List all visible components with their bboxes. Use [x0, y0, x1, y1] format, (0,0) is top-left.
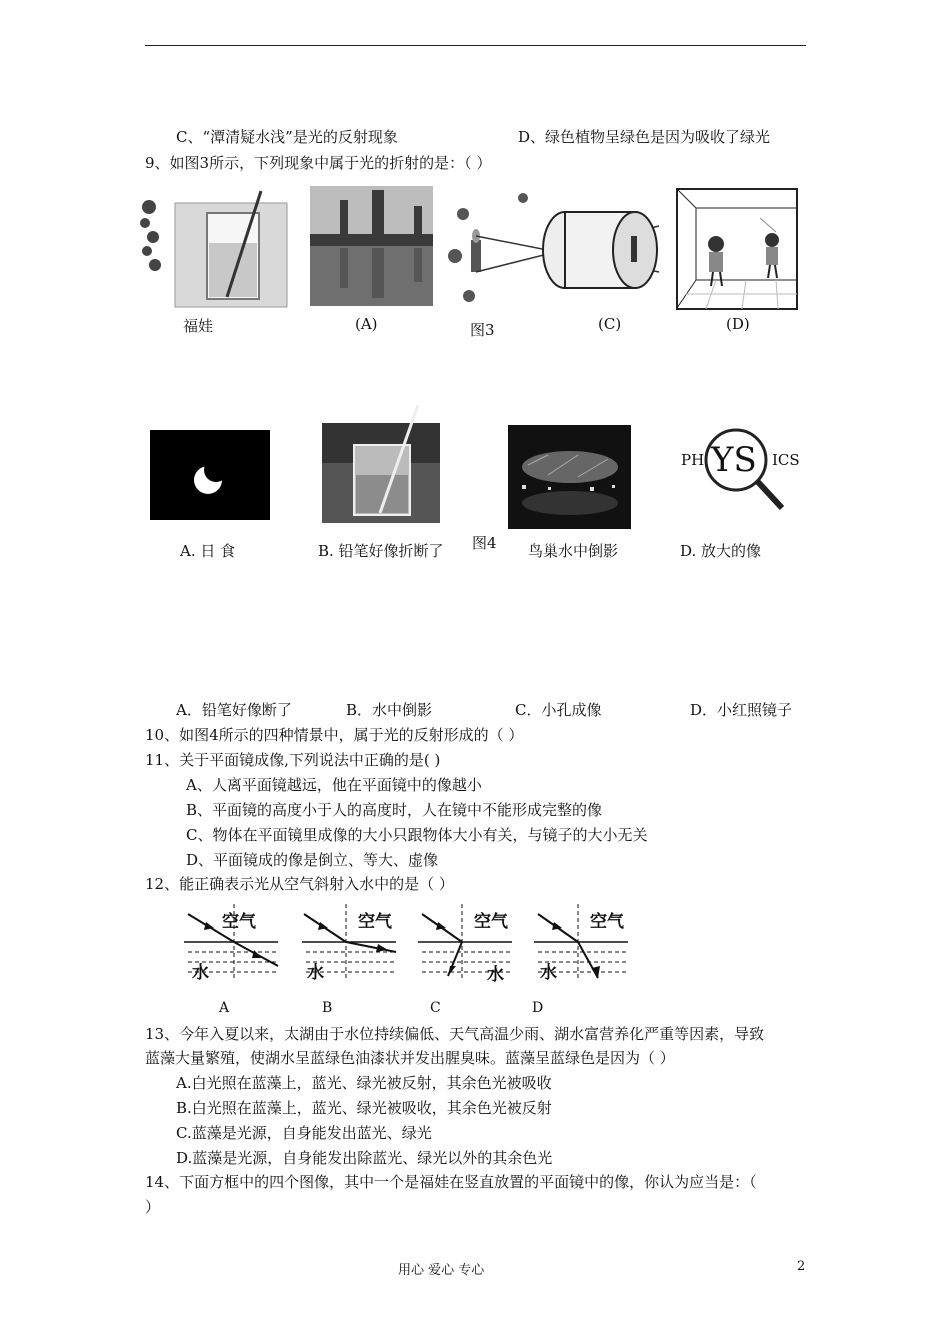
q12-d-water: 水	[540, 963, 557, 983]
q10-stem: 10、如图4所示的四种情景中，属于光的反射形成的（ ）	[145, 726, 524, 744]
q12-b-air: 空气	[358, 912, 392, 932]
fig3-fuwa-panel	[135, 185, 295, 335]
magnifier-text-right: ICS	[772, 451, 800, 469]
q13-stem-2: 蓝藻大量繁殖，使湖水呈蓝绿色油漆状并发出腥臭味。蓝藻呈蓝绿色是因为（ ）	[145, 1049, 675, 1067]
q12-c-water: 水	[487, 965, 504, 985]
q13-option-a: A.白光照在蓝藻上，蓝光、绿光被反射，其余色光被吸收	[176, 1074, 552, 1092]
q12-a-air: 空气	[222, 912, 256, 932]
q9-option-c: C．小孔成像	[515, 701, 602, 719]
fig4-caption: 图4	[472, 534, 497, 552]
q14-stem-2: ）	[145, 1198, 161, 1216]
q12-stem: 12、能正确表示光从空气斜射入水中的是（ ）	[145, 875, 454, 893]
q12-b-water: 水	[307, 963, 324, 983]
fig4-panel-eclipse	[150, 430, 270, 520]
fig3-label-d: (D)	[726, 315, 750, 333]
fig3-label-c: (C)	[598, 315, 622, 333]
q13-stem-1: 13、今年入夏以来，太湖由于水位持续偏低、天气高温少雨、湖水富营养化严重等因素，导致	[145, 1025, 765, 1043]
q12-d-air: 空气	[590, 912, 624, 932]
q12-a-water: 水	[192, 963, 209, 983]
birdsnest-icon	[522, 451, 618, 483]
q9-stem: 9、如图3所示，下列现象中属于光的折射的是：（ ）	[145, 154, 492, 172]
fig3-caption: 图3	[470, 321, 495, 339]
fig4-label-c: 鸟巢水中倒影	[528, 542, 619, 560]
q11-stem: 11、关于平面镜成像,下列说法中正确的是( )	[145, 751, 441, 769]
q8-option-c: C、“潭清疑水浅”是光的反射现象	[176, 128, 398, 146]
q13-option-b: B.白光照在蓝藻上，蓝光、绿光被吸收，其余色光被反射	[176, 1099, 552, 1117]
q9-option-a: A．铅笔好像断了	[176, 701, 292, 719]
header-rule	[145, 45, 806, 46]
footer-motto: 用心 爱心 专心	[398, 1263, 485, 1278]
q14-stem-1: 14、下面方框中的四个图像，其中一个是福娃在竖直放置的平面镜中的像，你认为应当是：（	[145, 1173, 757, 1191]
fig3-fuwa-label: 福娃	[183, 317, 214, 335]
q11-option-a: A、人离平面镜越远，他在平面镜中的像越小	[186, 776, 482, 794]
magnifier-text-mid: YS	[711, 440, 757, 480]
q11-option-d: D、平面镜成的像是倒立、等大、虚像	[186, 851, 439, 869]
q8-option-d: D、绿色植物呈绿色是因为吸收了绿光	[518, 128, 771, 146]
fig4-label-b: B. 铅笔好像折断了	[318, 542, 444, 560]
q12-label-c: C	[430, 1000, 441, 1016]
q9-option-d: D．小红照镜子	[690, 701, 793, 719]
page-number: 2	[797, 1259, 806, 1274]
q12-label-d: D	[532, 1000, 544, 1016]
fuwa-sketch-icon	[140, 200, 161, 271]
fig4-panel-pencil	[322, 405, 440, 523]
q11-option-b: B、平面镜的高度小于人的高度时，人在镜中不能形成完整的像	[186, 801, 603, 819]
fig4-label-a: A. 日 食	[180, 542, 236, 560]
fig3-panel-mirror	[676, 188, 798, 310]
q11-option-c: C、物体在平面镜里成像的大小只跟物体大小有关，与镜子的大小无关	[186, 826, 648, 844]
q12-c-air: 空气	[474, 912, 508, 932]
q12-label-a: A	[219, 1000, 230, 1016]
q9-option-b: B．水中倒影	[346, 701, 433, 719]
q12-label-b: B	[322, 1000, 333, 1016]
q13-option-c: C.蓝藻是光源，自身能发出蓝光、绿光	[176, 1124, 432, 1142]
fig4-panel-birdsnest	[508, 425, 631, 529]
candle-icon	[471, 240, 481, 272]
magnifier-text-left: PH	[681, 451, 705, 469]
fig3-panel-pinhole	[433, 186, 663, 316]
q13-option-d: D.蓝藻是光源，自身能发出除蓝光、绿光以外的其余色光	[176, 1149, 553, 1167]
fig4-label-d: D. 放大的像	[680, 542, 762, 560]
moon-icon	[204, 458, 228, 482]
fig3-panel-a	[310, 186, 453, 306]
fig3-label-a: (A)	[355, 315, 378, 333]
